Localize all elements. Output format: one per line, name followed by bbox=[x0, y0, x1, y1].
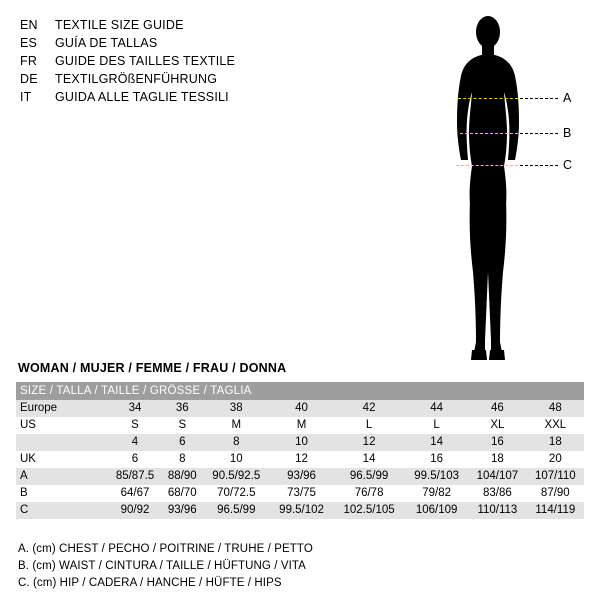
language-code-it: IT bbox=[20, 90, 32, 104]
language-row-de bbox=[20, 72, 320, 90]
cell: 68/70 bbox=[162, 485, 203, 502]
size-table bbox=[16, 382, 584, 519]
measure-label-b: B bbox=[563, 126, 572, 140]
measure-label-a: A bbox=[563, 91, 572, 105]
cell: 79/82 bbox=[405, 485, 468, 502]
cell: 46 bbox=[468, 400, 527, 417]
language-row-es bbox=[20, 36, 320, 54]
table-row bbox=[16, 485, 584, 502]
cell: 107/110 bbox=[527, 468, 584, 485]
cell: 48 bbox=[527, 400, 584, 417]
cell: 96.5/99 bbox=[203, 502, 271, 519]
cell: 44 bbox=[405, 400, 468, 417]
cell: 110/113 bbox=[468, 502, 527, 519]
language-row-fr bbox=[20, 54, 320, 72]
female-silhouette-figure bbox=[430, 10, 590, 370]
table-row bbox=[16, 400, 584, 417]
cell: 70/72.5 bbox=[203, 485, 271, 502]
measure-line-b-extension bbox=[520, 133, 558, 134]
cell: 16 bbox=[405, 451, 468, 468]
cell: 18 bbox=[468, 451, 527, 468]
measure-line-c bbox=[456, 165, 518, 166]
note-c: C. (cm) HIP / CADERA / HANCHE / HÜFTE / HIPS bbox=[18, 577, 282, 589]
table-row bbox=[16, 468, 584, 485]
cell: 114/119 bbox=[527, 502, 584, 519]
cell: S bbox=[162, 417, 203, 434]
language-text-es: GUÍA DE TALLAS bbox=[55, 36, 158, 50]
row-label-us-numeric bbox=[16, 434, 108, 451]
cell: 40 bbox=[270, 400, 333, 417]
cell: 76/78 bbox=[333, 485, 405, 502]
cell: 38 bbox=[203, 400, 271, 417]
cell: 36 bbox=[162, 400, 203, 417]
measure-line-c-extension bbox=[520, 165, 558, 166]
language-code-fr: FR bbox=[20, 54, 38, 68]
language-text-en: TEXTILE SIZE GUIDE bbox=[55, 18, 184, 32]
cell: 8 bbox=[203, 434, 271, 451]
table-row bbox=[16, 502, 584, 519]
language-code-de: DE bbox=[20, 72, 38, 86]
note-a: A. (cm) CHEST / PECHO / POITRINE / TRUHE / PETTO bbox=[18, 543, 313, 555]
cell: 88/90 bbox=[162, 468, 203, 485]
cell: 14 bbox=[405, 434, 468, 451]
language-code-es: ES bbox=[20, 36, 38, 50]
cell: 102.5/105 bbox=[333, 502, 405, 519]
language-text-de: TEXTILGRÖßENFÜHRUNG bbox=[55, 72, 218, 86]
cell: 4 bbox=[108, 434, 162, 451]
table-row bbox=[16, 417, 584, 434]
cell: 87/90 bbox=[527, 485, 584, 502]
language-text-fr: GUIDE DES TAILLES TEXTILE bbox=[55, 54, 236, 68]
table-row bbox=[16, 434, 584, 451]
note-b: B. (cm) WAIST / CINTURA / TAILLE / HÜFTUNG / VITA bbox=[18, 560, 306, 572]
cell: L bbox=[333, 417, 405, 434]
cell: 93/96 bbox=[270, 468, 333, 485]
cell: 83/86 bbox=[468, 485, 527, 502]
row-label-europe: Europe bbox=[16, 400, 108, 417]
table-header-row bbox=[16, 382, 584, 400]
measure-line-a bbox=[458, 98, 518, 99]
cell: 42 bbox=[333, 400, 405, 417]
cell: 99.5/103 bbox=[405, 468, 468, 485]
gender-title: WOMAN / MUJER / FEMME / FRAU / DONNA bbox=[18, 361, 287, 375]
cell: 18 bbox=[527, 434, 584, 451]
language-code-en: EN bbox=[20, 18, 38, 32]
cell: 93/96 bbox=[162, 502, 203, 519]
table-header-label: SIZE / TALLA / TAILLE / GRÖSSE / TAGLIA bbox=[16, 382, 584, 400]
cell: 14 bbox=[333, 451, 405, 468]
language-row-it bbox=[20, 90, 320, 108]
cell: 20 bbox=[527, 451, 584, 468]
measure-label-c: C bbox=[563, 158, 573, 172]
cell: 99.5/102 bbox=[270, 502, 333, 519]
language-row-en bbox=[20, 18, 320, 36]
row-label-uk: UK bbox=[16, 451, 108, 468]
cell: 106/109 bbox=[405, 502, 468, 519]
cell: 6 bbox=[108, 451, 162, 468]
table-row bbox=[16, 451, 584, 468]
cell: 12 bbox=[333, 434, 405, 451]
cell: 90/92 bbox=[108, 502, 162, 519]
language-text-it: GUIDA ALLE TAGLIE TESSILI bbox=[55, 90, 229, 104]
silhouette-icon bbox=[430, 10, 590, 370]
cell: XL bbox=[468, 417, 527, 434]
row-label-us: US bbox=[16, 417, 108, 434]
cell: 10 bbox=[203, 451, 271, 468]
measure-line-b bbox=[460, 133, 518, 134]
cell: M bbox=[203, 417, 271, 434]
language-legend bbox=[20, 18, 320, 108]
row-label-b: B bbox=[16, 485, 108, 502]
cell: 8 bbox=[162, 451, 203, 468]
cell: 90.5/92.5 bbox=[203, 468, 271, 485]
cell: M bbox=[270, 417, 333, 434]
cell: 96.5/99 bbox=[333, 468, 405, 485]
cell: 12 bbox=[270, 451, 333, 468]
cell: XXL bbox=[527, 417, 584, 434]
measure-line-a-extension bbox=[520, 98, 558, 99]
cell: 104/107 bbox=[468, 468, 527, 485]
row-label-c: C bbox=[16, 502, 108, 519]
cell: 6 bbox=[162, 434, 203, 451]
cell: 64/67 bbox=[108, 485, 162, 502]
cell: 10 bbox=[270, 434, 333, 451]
cell: 85/87.5 bbox=[108, 468, 162, 485]
row-label-a: A bbox=[16, 468, 108, 485]
cell: 34 bbox=[108, 400, 162, 417]
cell: 73/75 bbox=[270, 485, 333, 502]
cell: L bbox=[405, 417, 468, 434]
cell: 16 bbox=[468, 434, 527, 451]
cell: S bbox=[108, 417, 162, 434]
measurement-notes bbox=[18, 541, 578, 592]
